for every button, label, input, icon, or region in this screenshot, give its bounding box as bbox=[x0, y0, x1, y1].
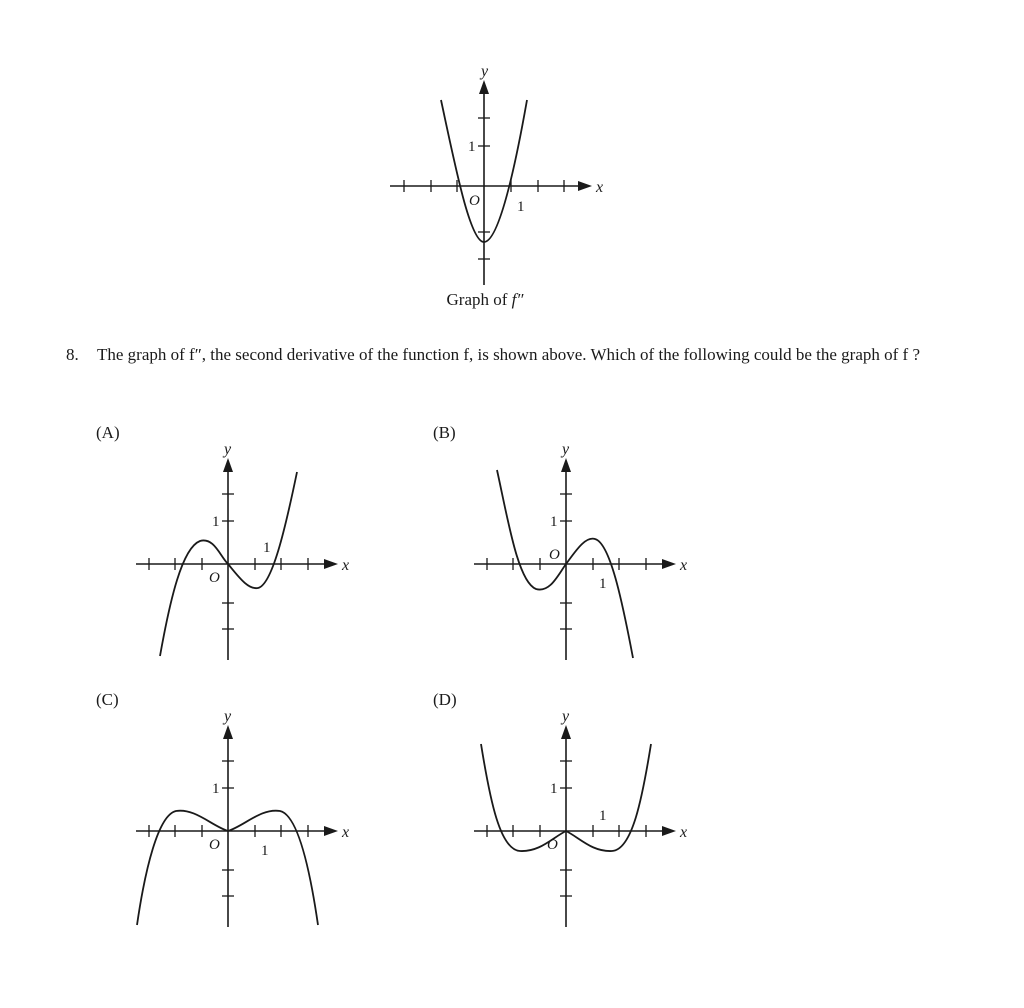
y-tick-label: 1 bbox=[212, 514, 220, 530]
origin-label: O bbox=[547, 837, 558, 853]
origin-label: O bbox=[469, 193, 480, 209]
y-axis-arrow-icon bbox=[561, 458, 571, 472]
y-tick-label: 1 bbox=[212, 781, 220, 797]
y-tick-label: 1 bbox=[550, 781, 558, 797]
x-axis-label: x bbox=[342, 824, 350, 841]
x-tick-label: 1 bbox=[599, 808, 607, 824]
x-axis-label: x bbox=[342, 557, 350, 574]
x-tick-label: 1 bbox=[517, 199, 525, 215]
x-tick-label: 1 bbox=[263, 540, 271, 556]
x-axis-arrow-icon bbox=[324, 826, 338, 836]
x-axis-label: x bbox=[680, 557, 688, 574]
y-axis-arrow-icon bbox=[223, 725, 233, 739]
origin-label: O bbox=[209, 837, 220, 853]
y-tick-label: 1 bbox=[550, 514, 558, 530]
choice-d-graph[interactable] bbox=[460, 700, 710, 940]
caption-prefix: Graph of bbox=[446, 290, 508, 309]
x-axis-label: x bbox=[680, 824, 688, 841]
y-axis-label: y bbox=[481, 63, 489, 80]
y-axis-label: y bbox=[562, 441, 570, 458]
y-axis-label: y bbox=[224, 708, 232, 725]
origin-label: O bbox=[209, 570, 220, 586]
question-number: 8. bbox=[66, 345, 79, 364]
choice-b-label[interactable]: (B) bbox=[433, 423, 456, 442]
figure-caption bbox=[380, 290, 590, 310]
choice-d-label[interactable]: (D) bbox=[433, 690, 457, 709]
x-axis-arrow-icon bbox=[662, 826, 676, 836]
choice-c-graph[interactable] bbox=[120, 700, 370, 940]
y-axis-arrow-icon bbox=[479, 80, 489, 94]
y-tick-label: 1 bbox=[468, 139, 476, 155]
choice-b-graph[interactable] bbox=[460, 430, 710, 670]
choice-c-label[interactable]: (C) bbox=[96, 690, 119, 709]
x-tick-label: 1 bbox=[599, 576, 607, 592]
choice-a-label[interactable]: (A) bbox=[96, 423, 120, 442]
x-axis-arrow-icon bbox=[662, 559, 676, 569]
question-text: The graph of f″, the second derivative of the function f, is shown above. Which of the following could be the graph of f ? bbox=[97, 345, 920, 364]
x-axis-arrow-icon bbox=[578, 181, 592, 191]
caption-function: f″ bbox=[511, 290, 524, 309]
x-axis-arrow-icon bbox=[324, 559, 338, 569]
y-axis-arrow-icon bbox=[223, 458, 233, 472]
y-axis-arrow-icon bbox=[561, 725, 571, 739]
top-graph bbox=[380, 55, 620, 295]
x-tick-label: 1 bbox=[261, 843, 269, 859]
y-axis-label: y bbox=[224, 441, 232, 458]
origin-label: O bbox=[549, 547, 560, 563]
x-axis-label: x bbox=[596, 179, 604, 196]
y-axis-label: y bbox=[562, 708, 570, 725]
choice-a-graph[interactable] bbox=[120, 430, 370, 670]
